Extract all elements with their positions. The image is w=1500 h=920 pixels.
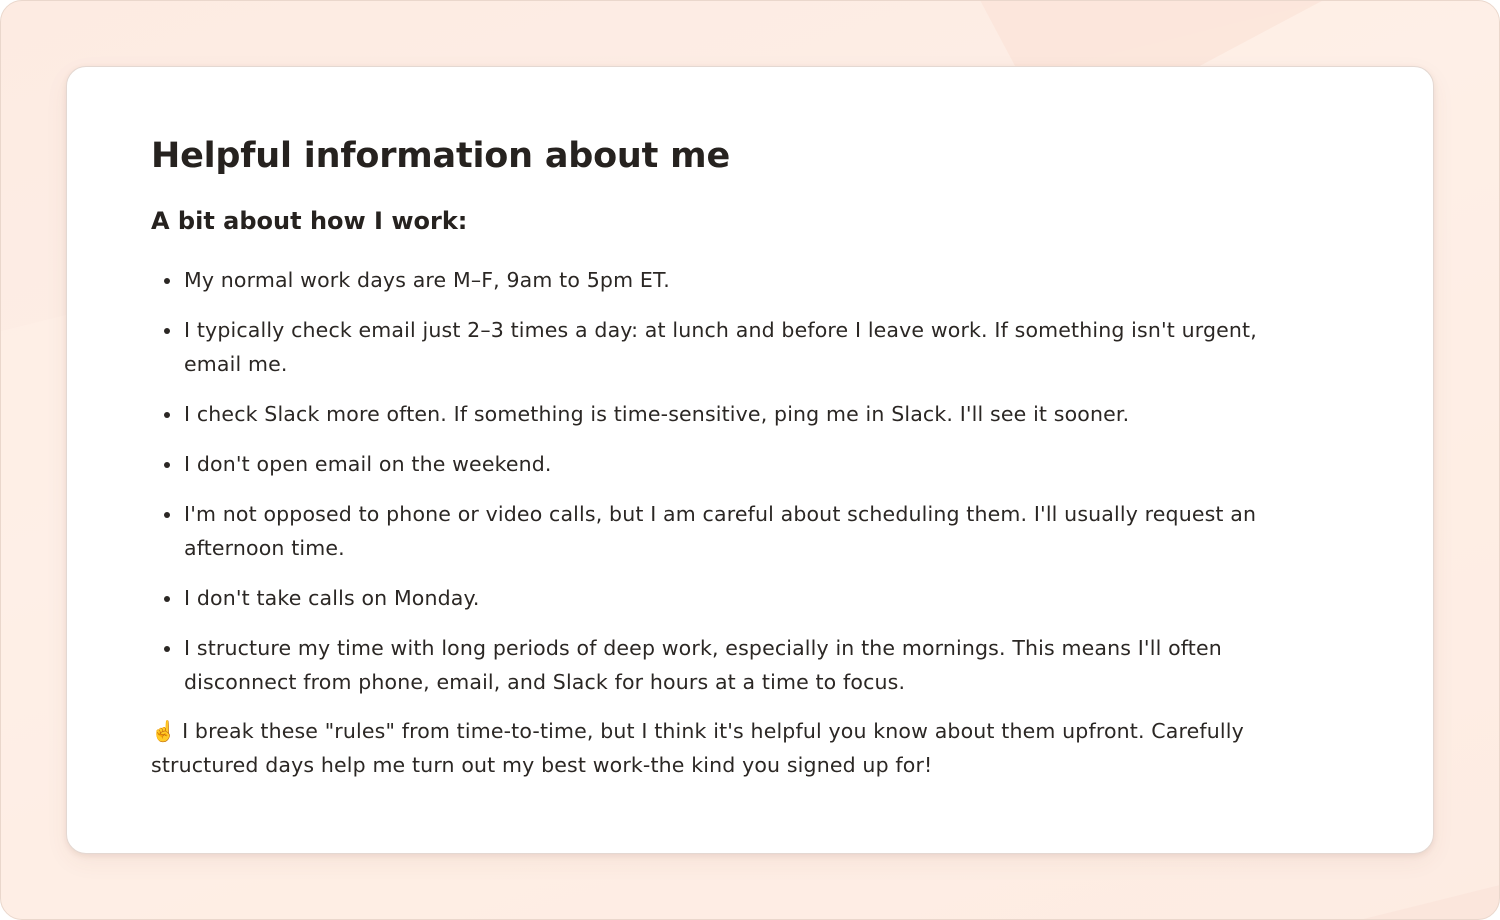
list-item: I check Slack more often. If something is time-sensitive, ping me in Slack. I'll see it sooner.: [151, 397, 1309, 431]
list-item: I don't open email on the weekend.: [151, 447, 1309, 481]
list-item: I typically check email just 2–3 times a day: at lunch and before I leave work. If something isn't urgent, email me.: [151, 313, 1309, 381]
section-heading: A bit about how I work:: [151, 207, 468, 235]
list-item: I structure my time with long periods of deep work, especially in the mornings. This means I'll often disconnect from phone, email, and Slack for hours at a time to focus.: [151, 631, 1309, 699]
closing-note: [151, 714, 1311, 782]
work-habits-list: [151, 263, 1349, 699]
list-item: I'm not opposed to phone or video calls, but I am careful about scheduling them. I'll usually request an afternoon time.: [151, 497, 1309, 565]
pointing-up-icon: ☝️: [151, 719, 177, 743]
closing-note-text: I break these "rules" from time-to-time, but I think it's helpful you know about them upfront. Carefully structured days help me turn out my best work-the kind you signed up for!: [151, 719, 1244, 777]
info-card: [66, 66, 1434, 854]
list-item: I don't take calls on Monday.: [151, 581, 1309, 615]
list-item: My normal work days are M–F, 9am to 5pm ET.: [151, 263, 1309, 297]
page-title: Helpful information about me: [151, 136, 730, 176]
